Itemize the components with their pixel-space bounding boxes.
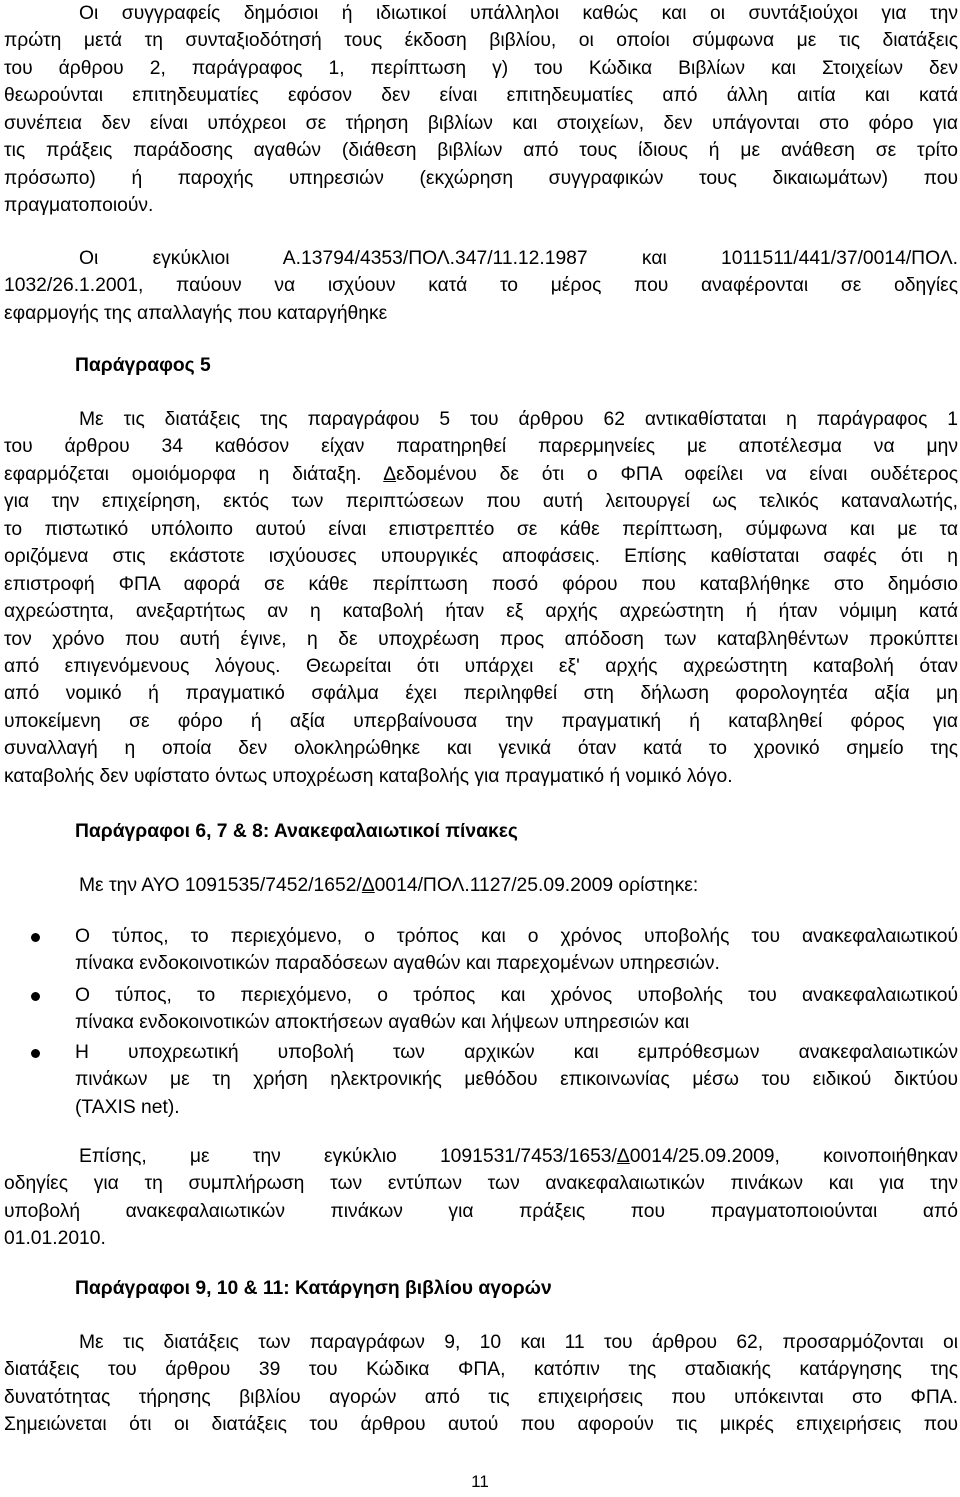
- paragraph-purchases-book: [4, 1329, 958, 1439]
- underlined-letter: Δ: [383, 463, 397, 485]
- text-line: επιστροφή ΦΠΑ αφορά σε κάθε περίπτωση ποσό φόρου που καταβλήθηκε στο δημόσιο: [4, 573, 958, 595]
- text-fragment: εδομένου δε ότι ο ΦΠΑ οφείλει να είναι ουδέτερος: [396, 463, 958, 485]
- text-line: πρώτη μετά τη συνταξιοδότησή τους έκδοση βιβλίου, οι οποίοι σύμφωνα με τις διατάξεις: [4, 30, 958, 52]
- text-line: [4, 1143, 958, 1170]
- text-line: Σημειώνεται ότι οι διατάξεις του άρθρου αυτού που αφορούν τις μικρές επιχειρήσεις που: [4, 1414, 958, 1436]
- text-line: του άρθρου 2, παράγραφος 1, περίπτωση γ) του Κώδικα Βιβλίων και Στοιχείων δεν: [4, 57, 958, 79]
- paragraph-5-body: [4, 406, 958, 790]
- text-line: Η υποχρεωτική υποβολή των αρχικών και εμπρόθεσμων ανακεφαλαιωτικών: [75, 1042, 958, 1063]
- list-item: [27, 982, 958, 1038]
- text-line: από επιγενόμενους λόγους. Θεωρείται ότι υπάρχει εξ' αρχής αχρεώστητη καταβολή όταν: [4, 655, 958, 677]
- text-line: καταβολής δεν υφίστατο όντως υποχρέωση καταβολής για πραγματικό ή νομικό λόγο.: [4, 765, 733, 787]
- text-line: διατάξεις του άρθρου 39 του Κώδικα ΦΠΑ, κατόπιν της σταδιακής κατάργησης της: [4, 1359, 958, 1381]
- text-line: το πιστωτικό υπόλοιπο αυτού είναι επιστρεπτέο σε κάθε περίπτωση, σύμφωνα και με τα: [4, 518, 958, 540]
- section-heading-9-10-11: Παράγραφοι 9, 10 & 11: Κατάργηση βιβλίου αγορών: [75, 1278, 552, 1299]
- text-fragment: 0014/ΠΟΛ.1127/25.09.2009 ορίστηκε:: [374, 875, 699, 896]
- text-line: θεωρούνται επιτηδευματίες εφόσον δεν είναι επιτηδευματίες από άλλη αιτία και κατά: [4, 85, 958, 107]
- text-line: οδηγίες για τη συμπλήρωση των εντύπων των ανακεφαλαιωτικών πινάκων και για την: [4, 1173, 958, 1195]
- section-heading-5: Παράγραφος 5: [75, 355, 211, 376]
- text-line: του άρθρου 34 καθόσον είχαν παρατηρηθεί παρερμηνείες με αποτέλεσμα να μην: [4, 436, 958, 458]
- underlined-letter: Δ: [616, 1146, 630, 1167]
- text-line: [4, 461, 958, 488]
- text-line: τις πράξεις παράδοσης αγαθών (διάθεση βιβλίων από τους ίδιους ή με ανάθεση σε τρίτο: [4, 140, 958, 162]
- text-line: (TAXIS net).: [75, 1096, 180, 1118]
- text-line: υποκείμενη σε φόρο ή αξία υπερβαίνουσα την πραγματική ή καταβληθεί φόρος για: [4, 710, 958, 732]
- text-line: πρόσωπο) ή παροχής υπηρεσιών (εκχώρηση συγγραφικών τους δικαιωμάτων) που: [4, 167, 958, 189]
- text-line: αχρεώστητα, ανεξαρτήτως αν η καταβολή ήταν εξ αρχής αχρεώστητη ή ήταν νόμιμη κατά: [4, 601, 958, 623]
- text-line: Με τις διατάξεις της παραγράφου 5 του άρθρου 62 αντικαθίσταται η παράγραφος 1: [79, 409, 958, 430]
- paragraph-ayo: [4, 872, 958, 899]
- text-fragment: εφαρμόζεται ομοιόμορφα η διάταξη.: [4, 463, 384, 485]
- text-line: Ο τύπος, το περιεχόμενο, ο τρόπος και χρόνος υποβολής του ανακεφαλαιωτικού: [75, 985, 958, 1006]
- text-line: υποβολή ανακεφαλαιωτικών πινάκων για πράξεις που πραγματοποιούνται από: [4, 1200, 958, 1222]
- paragraph-circulars: [4, 245, 958, 327]
- text-fragment: 0014/25.09.2009, κοινοποιήθηκαν: [629, 1146, 958, 1167]
- text-line: πίνακα ενδοκοινοτικών παραδόσεων αγαθών και παρεχομένων υπηρεσιών.: [75, 953, 720, 975]
- text-fragment: Με την ΑΥΟ 1091535/7452/1652/: [79, 875, 362, 896]
- bullet-icon: [31, 1049, 40, 1058]
- text-line: συναλλαγή η οποία δεν ολοκληρώθηκε και γενικά όταν κατά το χρονικό σημείο της: [4, 738, 958, 760]
- text-line: από νομικό ή πραγματικό σφάλμα έχει περιληφθεί στη δήλωση φορολογητέα αξία μη: [4, 683, 958, 705]
- text-line: πινάκων με τη χρήση ηλεκτρονικής μεθόδου επικοινωνίας μέσω του ειδικού δικτύου: [75, 1069, 958, 1091]
- bullet-icon: [31, 992, 40, 1001]
- text-line: τον χρόνο που αυτή έγινε, η δε υποχρέωση προς απόδοση των καταβληθέντων προκύπτει: [4, 628, 958, 650]
- list-item: [27, 923, 958, 979]
- text-line: Με τις διατάξεις των παραγράφων 9, 10 και 11 του άρθρου 62, προσαρμόζονται οι: [79, 1332, 958, 1353]
- text-line: Ο τύπος, το περιεχόμενο, ο τρόπος και ο χρόνος υποβολής του ανακεφαλαιωτικού: [75, 926, 958, 947]
- underlined-letter: Δ: [361, 875, 375, 896]
- text-line: Οι εγκύκλιοι Α.13794/4353/ΠΟΛ.347/11.12.1987 και 1011511/441/37/0014/ΠΟΛ.: [79, 248, 958, 269]
- text-line: [4, 872, 958, 899]
- text-line: 01.01.2010.: [4, 1228, 106, 1250]
- text-line: συνέπεια δεν είναι υπόχρεοι σε τήρηση βιβλίων και στοιχείων, δεν υπάγονται στο φόρο για: [4, 112, 958, 134]
- paragraph-authors-exemption: [4, 0, 958, 220]
- page-number: 11: [471, 1472, 489, 1491]
- text-fragment: Επίσης, με την εγκύκλιο 1091531/7453/1653/: [79, 1146, 617, 1167]
- text-line: Οι συγγραφείς δημόσιοι ή ιδιωτικοί υπάλληλοι καθώς και οι συντάξιούχοι για την: [79, 3, 958, 24]
- bullet-icon: [31, 933, 40, 942]
- paragraph-circular-2: [4, 1143, 958, 1253]
- text-line: εφαρμογής της απαλλαγής που καταργήθηκε: [4, 302, 388, 324]
- text-line: πίνακα ενδοκοινοτικών αποκτήσεων αγαθών και λήψεων υπηρεσιών και: [75, 1012, 690, 1034]
- text-line: πραγματοποιούν.: [4, 195, 154, 217]
- text-line: 1032/26.1.2001, παύουν να ισχύουν κατά το μέρος που αναφέρονται σε οδηγίες: [4, 275, 958, 297]
- section-heading-6-7-8: Παράγραφοι 6, 7 & 8: Ανακεφαλαιωτικοί πίνακες: [75, 821, 518, 842]
- list-item: [27, 1039, 958, 1123]
- text-line: οριζόμενα στις εκάστοτε ισχύουσες υπουργικές αποφάσεις. Επίσης καθίσταται σαφές ότι η: [4, 546, 958, 568]
- text-line: για την επιχείρηση, εκτός των περιπτώσεων που αυτή λειτουργεί ως τελικός καταναλωτής,: [4, 491, 958, 513]
- text-line: δυνατότητας τήρησης βιβλίου αγορών από τις επιχειρήσεις που υπόκεινται στο ΦΠΑ.: [4, 1386, 958, 1408]
